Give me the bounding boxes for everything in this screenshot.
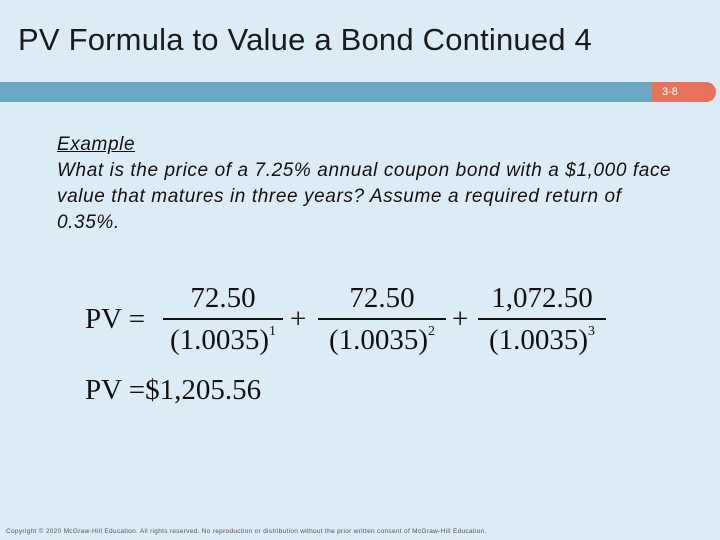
copyright-footer: Copyright © 2020 McGraw-Hill Education. All rights reserved. No reproduction or distribution without the prior written consent of McGraw-Hill Education.: [6, 528, 487, 535]
result-pv-label: PV =: [85, 374, 146, 406]
denominator-1: $(1.0035)^1$: [169, 324, 277, 356]
denominator-2: $(1.0035)^2$: [328, 324, 436, 356]
fraction-bar-1: [163, 318, 283, 320]
fraction-term-2: [318, 282, 446, 357]
exponent-1: 1: [269, 324, 277, 339]
result-value: $1,205.56: [145, 374, 262, 406]
fraction-bar-3: [478, 318, 606, 320]
fraction-term-1: [163, 282, 283, 357]
result-line: [85, 374, 261, 407]
slide-number-badge: 3-8: [652, 82, 716, 102]
example-block: [57, 132, 677, 236]
header-bar: [0, 82, 700, 102]
fraction-term-3: [478, 282, 606, 357]
fraction-bar-2: [318, 318, 446, 320]
plus-sign-1: +: [290, 303, 307, 335]
slide-title: PV Formula to Value a Bond Continued 4: [18, 22, 592, 57]
exponent-2: 2: [428, 324, 436, 339]
example-question: What is the price of a 7.25% annual coupon bond with a $1,000 face value that matures in three years? Assume a required return of 0.35%.: [57, 160, 672, 233]
numerator-1: 72.50: [190, 282, 256, 314]
example-label: Example: [57, 134, 136, 155]
exponent-3: 3: [588, 324, 596, 339]
denominator-3: $(1.0035)^3$: [488, 324, 596, 356]
numerator-3: 1,072.50: [491, 282, 593, 314]
numerator-2: 72.50: [349, 282, 415, 314]
plus-sign-2: +: [452, 303, 469, 335]
pv-label: PV =: [85, 303, 146, 335]
